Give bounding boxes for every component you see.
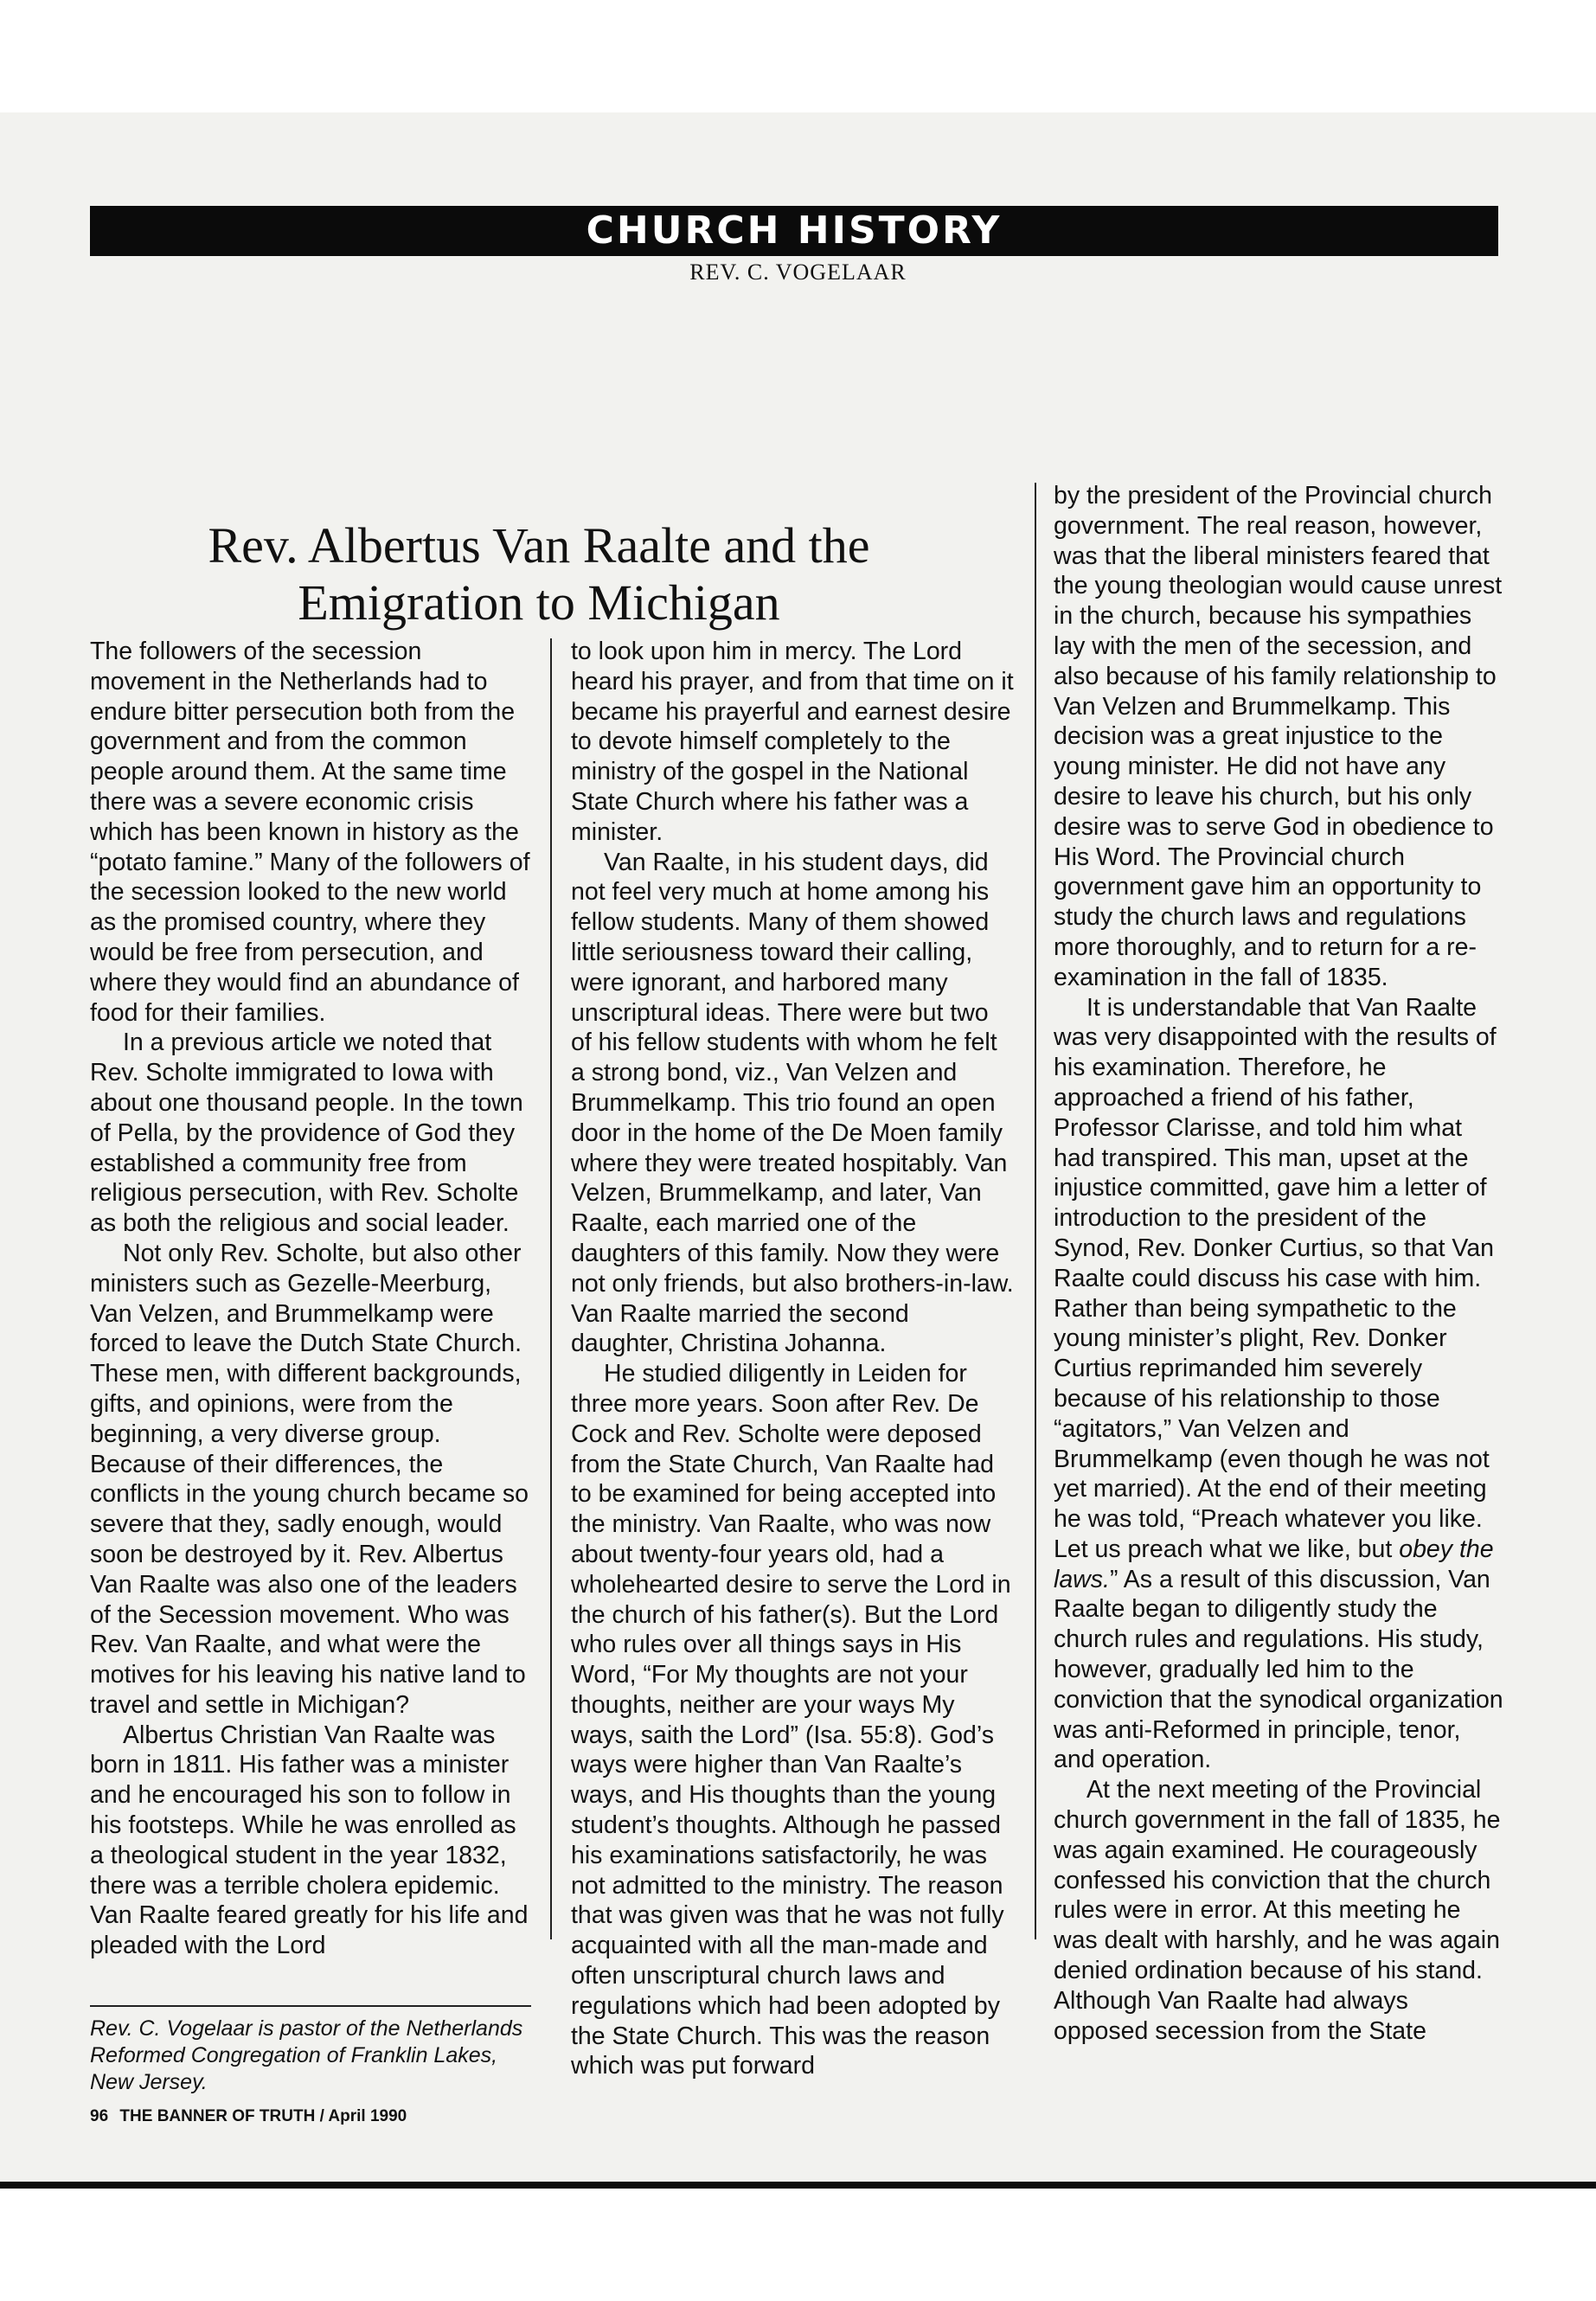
author-byline: REV. C. VOGELAAR [689,260,907,285]
paragraph: Albertus Christian Van Raalte was born in 1811. His father was a minister and he encouraged his son to follow in his footsteps. While he was enrolled as a theological student in the year 1832, there was a terrible cholera epidemic. Van Raalte feared greatly for his life and pleaded with the Lord [90,1721,529,1960]
paragraph-text: It is understandable that Van Raalte was very disappointed with the results of his examination. Therefore, he approached a friend of his father, Professor Clarisse, and told him what had transpired. This man, upset at the injustice committed, gave him a letter of introduction to the president of the Synod, Rev. Donker Curtius, so that Van Raalte could discuss his case with him. Rather than being sympathetic to the young minister’s plight, Rev. Donker Curtius reprimanded him severely because of his relationship to those “agitators,” Van Velzen and Brummelkamp (even though he was not yet married). At the end of their meeting he was told, “Preach whatever you like. Let us preach what we like, but [1054,993,1497,1563]
title-line-1: Rev. Albertus Van Raalte and the [208,517,870,574]
paragraph: by the president of the Provincial church government. The real reason, however, was that the liberal ministers feared that the young theologian would cause unrest in the church, because his sympathies lay with the men of the secession, and also because of his family relationship to Van Velzen and Brummelkamp. This decision was a great injustice to the young minister. He did not have any desire to leave his church, but his only desire was to serve God in obedience to His Word. The Provincial church government gave him an opportunity to study the church laws and regulations more thoroughly, and to return for a re-examination in the fall of 1835. [1054,482,1503,991]
scan-bottom-edge [0,2182,1596,2189]
paragraph: He studied diligently in Leiden for three more years. Soon after Rev. De Cock and Rev. Scholte were deposed from the State Church, Van Raalte had to be examined for being accepted into the ministry. Van Raalte, who was now about twenty-four years old, had a wholehearted desire to serve the Lord in the church of his father(s). But the Lord who rules over all things says in His Word, “For My thoughts are not your thoughts, neither are your ways My ways, saith the Lord” (Isa. 55:8). God’s ways were higher than Van Raalte’s ways, and His thoughts than the young student’s thoughts. Although he passed his examinations satisfactorily, he was not admitted to the ministry. The reason that was given was that he was not fully acquainted with all the man-made and often unscriptural church laws and regulations which had been adopted by the State Church. This was the reason which was put forward [571,1360,1011,2080]
page-number: 96 [90,2107,109,2125]
paragraph: At the next meeting of the Provincial church government in the fall of 1835, he was again examined. He courageously confessed his conviction that the church rules were in error. At this meeting he was dealt with harshly, and he was again denied ordination because of his stand. Although Van Raalte had always opposed secession from the State [1054,1776,1501,2045]
paragraph [1054,993,1503,1776]
section-header: CHURCH HISTORY [90,206,1498,256]
scan-top-margin [0,0,1596,112]
scan-bottom-margin [0,2189,1596,2301]
text-column-3 [1054,481,1503,2046]
text-column-1 [90,637,531,1961]
publication-name: THE BANNER OF TRUTH / April 1990 [119,2107,407,2125]
paragraph: Van Raalte, in his student days, did not feel very much at home among his fellow students. Many of them showed little seriousness toward their calling, were ignorant, and harbored many unscriptural ideas. There were but two of his fellow students with whom he felt a strong bond, viz., Van Velzen and Brummelkamp. This trio found an open door in the home of the De Moen family where they were treated hospitably. Van Velzen, Brummelkamp, and later, Van Raalte, each married one of the daughters of this family. Now they were not only friends, but also brothers-in-law. Van Raalte married the second daughter, Christina Johanna. [571,848,1014,1358]
column-divider [550,638,552,1939]
paragraph: In a previous article we noted that Rev. Scholte immigrated to Iowa with about one thousand people. In the town of Pella, by the providence of God they established a community free from religious persecution, with Rev. Scholte as both the religious and social leader. [90,1029,523,1238]
paragraph-text: ” As a result of this discussion, Van Raalte began to diligently study the church rules and regulations. His study, however, gradually led him to the conviction that the synodical organization was anti-Reformed in principle, tenor, and operation. [1054,1565,1503,1774]
title-line-2: Emigration to Michigan [298,574,780,631]
article-title [90,517,988,631]
paragraph: The followers of the secession movement in the Netherlands had to endure bitter persecution both from the government and from the common people around them. At the same time there was a severe economic crisis which has been known in history as the “potato famine.” Many of the followers of the secession looked to the new world as the promised country, where they would be free from persecution, and where they would find an abundance of food for their families. [90,638,530,1027]
paragraph: to look upon him in mercy. The Lord heard his prayer, and from that time on it became his prayerful and earnest desire to devote himself completely to the ministry of the gospel in the National State Church where his father was a minister. [571,638,1014,846]
column-divider [1035,483,1036,1939]
page-footer [90,2107,695,2126]
paragraph: Not only Rev. Scholte, but also other ministers such as Gezelle-Meerburg, Van Velzen, and Brummelkamp were forced to leave the Dutch State Church. These men, with different backgrounds, gifts, and opinions, were from the beginning, a very diverse group. Because of their differences, the conflicts in the young church became so severe that they, sadly enough, would soon be destroyed by it. Rev. Albertus Van Raalte was also one of the leaders of the Secession movement. Who was Rev. Van Raalte, and what were the motives for his leaving his native land to travel and settle in Michigan? [90,1239,529,1719]
text-column-2 [571,637,1016,2081]
emphasis-text: obey the laws. [1054,1535,1494,1593]
author-note: Rev. C. Vogelaar is pastor of the Netherlands Reformed Congregation of Franklin Lakes, New Jersey. [90,2016,523,2094]
footnote-rule [90,2005,531,2007]
